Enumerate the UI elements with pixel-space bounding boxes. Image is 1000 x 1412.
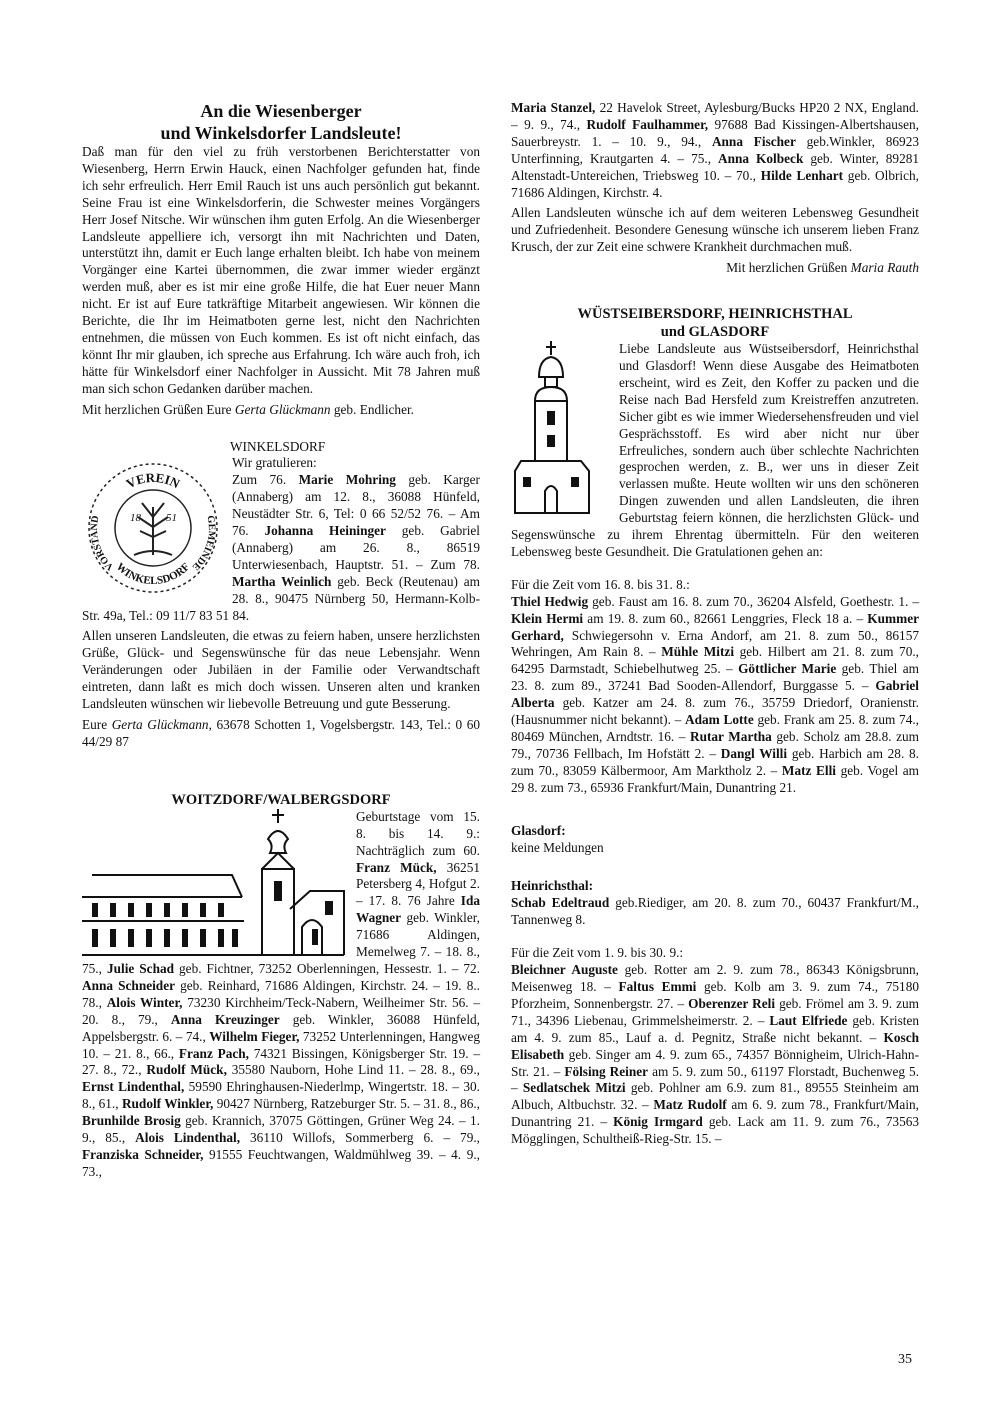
woitzdorf-wishes: Allen Landsleuten wünsche ich auf dem weiteren Lebensweg Gesundheit und Zufriedenheit. Besondere Genesung wünsche ich unserem lieben Franz Krusch, der zur Zeit eine schwere Krankheit durchmachen muß. <box>511 205 919 255</box>
heinrichsthal-entry: Schab Edeltraud geb.Riediger, am 20. 8. zum 70., 60437 Frankfurt/M., Tannenweg 8. <box>511 895 919 928</box>
seal-right-text: GEMEINDE <box>189 515 218 573</box>
svg-text:VORSTAND <box>89 515 116 572</box>
greeting-body: Daß man für den viel zu früh verstorbenen Berichterstatter von Wiesenberg, Herrn Erwin Hauck, einen Nachfolger gefunden hat, finde ich sehr erfreulich. Herr Emil Rauch ist uns auch persönlich gut bekannt. Seine Frau ist eine Winkelsdorferin, die Schwester meines Vorgängers Herr Josef Nitsche. Wir wünschen ihm guten Erfolg. An die Wiesenberger Landsleute appelliere ich, versorgt ihn mit Nachrichten und Daten, unterstützt ihn, damit er Euch lange erhalten bleibt. Ich habe von meinem Vorgänger eine Kartei übernommen, die zwar immer wieder ergänzt werden muß, aber es ist mir eine große Hilfe, die hat Euer neuer Mann nicht. Er ist auf Eure tatkräftige Mitarbeit angewiesen. Wir können die Berichte, die Ihr im Heimatboten gerne lest, nicht den Nachrichten entnehmen, die müssen von Euch kommen. Es ist oft nicht einfach, das könnt Ihr mir glauben, ich spreche aus Erfahrung. Ich wäre auch froh, ich hätte für Winkelsdorf einer Nachfolger in Aussicht. Mit 78 Jahren muß man sich schon Gedanken darüber machen. <box>82 144 480 396</box>
winkelsdorf-signature: Eure Gerta Glückmann, 63678 Schotten 1, Vogelsbergstr. 143, Tel.: 0 60 44/29 87 <box>82 717 480 749</box>
seal-tree-icon <box>134 503 172 555</box>
woitzdorf-signature: Mit herzlichen Grüßen Maria Rauth <box>726 260 919 276</box>
wuest-intro: Liebe Landsleute aus Wüstseibersdorf, Heinrichsthal und Glasdorf! Wenn diese Ausgabe des Heimatboten erscheint, wird es Zeit, den Koffer zu packen und die Reise nach Bad Hersfeld zum Kreistreffen anzutreten. Sicher gibt es wie immer Wiedersehensfreuden und viel Gesprächsstoff. Es wird aber nicht nur über Erfreuliches, sondern auch über schlechte Nachrichten gesprochen werden, z. B., wer uns in dieser Zeit verlassen mußte. Heute wollten wir uns den schöneren Dingen zuwenden und allen Landsleuten, die ihren Geburtstag feiern können, die herzlichsten Glück- und Segenswünsche zu ihrem Ehrentag übermitteln. Für den weiteren Lebensweg beste Gesundheit. Die Gratulationen gehen an: <box>511 341 919 559</box>
right-column <box>511 100 919 1152</box>
glasdorf-text: keine Meldungen <box>511 839 604 855</box>
winkelsdorf-seal-logo <box>82 457 224 599</box>
winkelsdorf-intro: Wir gratulieren: <box>232 455 317 471</box>
wuest-title-1: WÜSTSEIBERSDORF, HEINRICHSTHAL <box>577 306 853 323</box>
heinrichsthal-label: Heinrichsthal: <box>511 878 593 894</box>
svg-text:GEMEINDE <box>190 515 218 573</box>
wuestseibersdorf-section <box>511 305 919 1148</box>
greeting-title-2: und Winkelsdorfer Landsleute! <box>160 123 402 143</box>
church-tower-icon <box>511 341 611 519</box>
svg-text:WINKELSDORF <box>114 561 193 587</box>
period-2-list: Bleichner Auguste geb. Rotter am 2. 9. zum 78., 86343 Königsbrunn, Meisenweg 18. – Faltus Emmi geb. Kolb am 3. 9. zum 74., 75180 Pforzheim, Sonnenbergstr. 27. – Oberenzer Reli geb. Frömel am 3. 9. zum 71., 34396 Liebenau, Grimmelsheimerstr. 2. – Laut Elfriede geb. Kristen am 4. 9. zum 85., Lauf a. d. Pegnitz, Straße nicht bekannt. – Kosch Elisabeth geb. Singer am 4. 9. zum 65., 74357 Bönnigheim, Ulrich-Hahn-Str. 21. – Fölsing Reiner am 5. 9. zum 50., 61197 Florstadt, Buchenweg 5. – Sedlatschek Mitzi geb. Pohlner am 6.9. zum 81., 89555 Steinheim am Albuch, Altbuchstr. 32. – Matz Rudolf am 6. 9. zum 78., Frankfurt/Main, Dunantring 21. – König Irmgard geb. Lack am 11. 9. zum 76., 73563 Mögglingen, Schultheiß-Rieg-Str. 15. – <box>511 962 920 1147</box>
seal-number-2: 51 <box>166 512 177 525</box>
seal-top-text: VEREIN <box>123 470 183 492</box>
woitzdorf-title: WOITZDORF/WALBERGSDORF <box>171 791 391 808</box>
svg-text:VEREIN <box>124 470 183 492</box>
page-number: 35 <box>898 1352 912 1367</box>
wuest-title-2: und GLASDORF <box>660 324 770 341</box>
period-1-label: Für die Zeit vom 16. 8. bis 31. 8.: <box>511 576 690 592</box>
seal-left-text: VORSTAND <box>89 515 117 573</box>
period-1-list: Thiel Hedwig geb. Faust am 16. 8. zum 70., 36204 Alsfeld, Goethestr. 1. – Klein Hermi am 19. 8. zum 60., 82661 Lenggries, Fleck 18 a. – Kummer Gerhard, Schwiegersohn v. Erna Andorf, am 21. 8. zum 50., 86157 Wehringen, Am Rain 8. – Mühle Mitzi geb. Hilbert am 21. 8. zum 70., 64295 Darmstadt, Schiebelhutweg 25. – Göttlicher Marie geb. Thiel am 23. 8. zum 89., 37241 Bad Sooden-Allendorf, Burggasse 5. – Gabriel Alberta geb. Katzer am 24. 8. zum 76., 35759 Driedorf, Oranienstr. (Hausnummer nicht bekannt). – Adam Lotte geb. Frank am 25. 8. zum 74., 80469 München, Arndtstr. 16. – Rutar Martha geb. Scholz am 28.8. zum 79., 70736 Fellbach, Im Hofstätt 2. – Dangl Willi geb. Harbich am 28. 8. zum 70., 83059 Kälbermoor, Am Marktholz 2. – Matz Elli geb. Vogel am 29 8. zum 73., 65936 Frankfurt/Main, Dunantring 21. <box>511 593 920 795</box>
seal-bottom-text: WINKELSDORF <box>113 561 193 588</box>
greeting-closing: Mit herzlichen Grüßen Eure Gerta Glückmann geb. Endlicher. <box>82 401 414 417</box>
woitzdorf-birthdays: Geburtstage vom 15. 8. bis 14. 9.: Nachträglich zum 60. Franz Mück, 36251 Petersberg 4, Hofgut 2. – 17. 8. 76 Jahre Ida Wagner geb. Winkler, 71686 Aldingen, Memelweg 7. – 18. 8., 75., Julie Schad geb. Fichtner, 73252 Oberlenningen, Hessestr. 1. – 72. Anna Schneider geb. Reinhard, 71686 Aldingen, Kirchstr. 24. – 19. 8.. 78., Alois Winter, 73230 Kirchheim/Teck-Nabern, Weilheimer Str. 56. – 20. 8., 79., Anna Kreuzinger geb. Winkler, 36088 Hünfeld, Appelsbergstr. 6. – 74., Wilhelm Fieger, 73252 Unterlenningen, Hangweg 10. – 21. 8., 66., Franz Pach, 74321 Bissingen, Königsberger Str. 19. – 27. 8., 72., Rudolf Mück, 35580 Nauborn, Hohe Lind 11. – 28. 8., 69., Ernst Lindenthal, 59590 Ehringhausen-Niederlmp, Wingertstr. 18. – 30. 8., 61., Rudolf Winkler, 90427 Nürnberg, Ratzeburger Str. 5. – 31. 8., 86., Brunhilde Brosig geb. Krannich, 37075 Göttingen, Grüner Weg 24. – 1. 9., 85., Alois Lindenthal, 36110 Willofs, Sommerberg 6. – 79., Franziska Schneider, 91555 Feuchtwangen, Waldmühlweg 39. – 4. 9., 73., <box>82 808 481 1179</box>
seal-number-1: 18 <box>130 512 141 525</box>
winkelsdorf-section <box>82 439 480 751</box>
period-2-label: Für die Zeit vom 1. 9. bis 30. 9.: <box>511 945 684 961</box>
winkelsdorf-birthdays: Zum 76. Marie Mohring geb. Karger (Annaberg) am 12. 8., 36088 Hünfeld, Neustädter Str. 6, Tel: 0 66 52/52 76. – Am 76. Johanna Heininger geb. Gabriel (Annaberg) am 26. 8., 86519 Unterwiesenbach, Hauptstr. 51. – Zum 78. Martha Weinlich geb. Beck (Reutenau) am 28. 8., 90475 Nürnberg 50, Hermann-Kolb-Str. 49a, Tel.: 09 11/7 83 51 84. <box>82 472 480 623</box>
winkelsdorf-wishes: Allen unseren Landsleuten, die etwas zu feiern haben, unsere herzlichsten Grüße, Glück- und Segenswünsche für das neue Lebensjahr. Wenn Veränderungen oder Jubiläen in der Familie oder Verwandtschaft eintreten, dann laßt es mich doch wissen. Unseren alten und kranken Landsleuten wünschen wir liebevolle Betreuung und gute Besserung. <box>82 628 480 712</box>
glasdorf-label: Glasdorf: <box>511 822 566 838</box>
winkelsdorf-title: WINKELSDORF <box>230 438 326 454</box>
woitzdorf-section <box>82 791 480 1181</box>
church-building-icon <box>82 809 348 959</box>
left-column <box>82 100 480 1185</box>
woitzdorf-continued: Maria Stanzel, 22 Havelok Street, Aylesburg/Bucks HP20 2 NX, England. – 9. 9., 74., Rudolf Faulhammer, 97688 Bad Kissingen-Albertshausen, Sauerbreystr. 1. – 10. 9., 94., Anna Fischer geb.Winkler, 86923 Unterfinning, Krautgarten 4. – 75., Anna Kolbeck geb. Winter, 89281 Altenstadt-Untereichen, Triebsweg 10. – 70., Hilde Lenhart geb. Olbrich, 71686 Aldingen, Kirchstr. 4. <box>511 100 920 200</box>
greeting-title-1: An die Wiesenberger <box>200 101 362 121</box>
